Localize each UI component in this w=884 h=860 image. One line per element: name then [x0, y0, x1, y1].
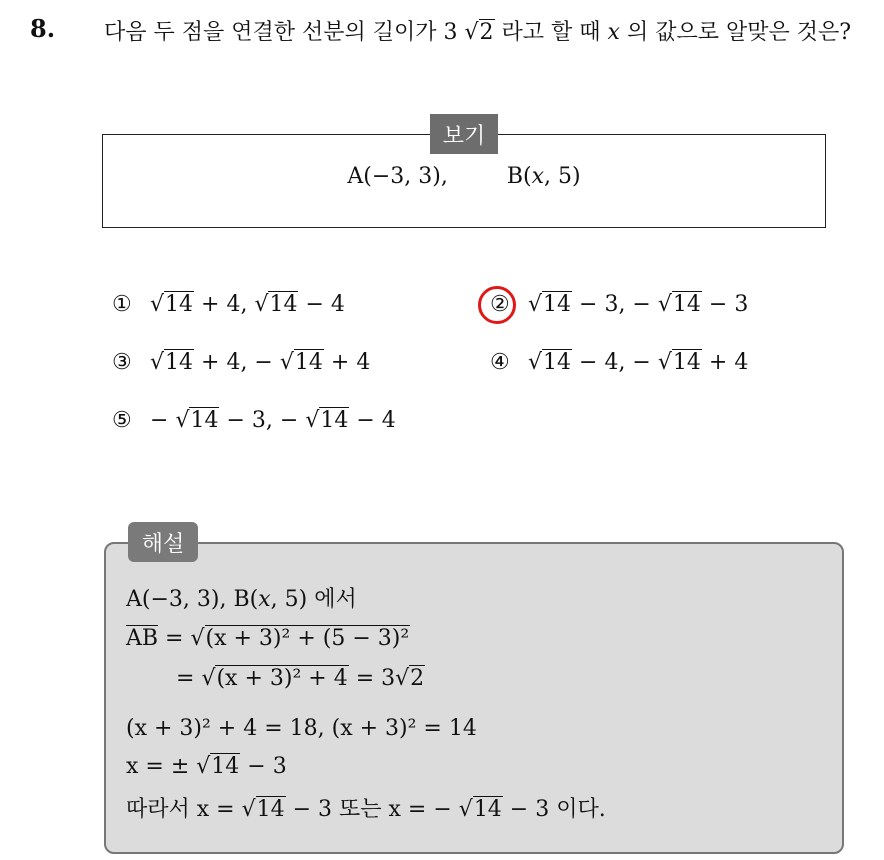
solution-line-2: AB = √(x + 3)² + (5 − 3)²: [126, 626, 410, 651]
question-text-part: 라고 할 때: [501, 20, 608, 45]
point-a: A(−3, 3),: [347, 164, 448, 189]
question-text: [104, 14, 864, 52]
solution-line-5: x = ± √14 − 3: [126, 754, 287, 779]
choice-2[interactable]: ② √14 − 3, − √14 − 3: [490, 292, 749, 317]
question-text-part: 의 값으로 알맞은 것은?: [626, 20, 851, 45]
solution-label: 해설: [128, 522, 198, 562]
choice-1[interactable]: ① √14 + 4, √14 − 4: [112, 292, 345, 317]
solution-line-3: = √(x + 3)² + 4 = 3√2: [176, 666, 425, 691]
question-number: 8.: [30, 14, 56, 43]
choice-4[interactable]: ④ √14 − 4, − √14 + 4: [490, 350, 749, 375]
sqrt-2: √2: [464, 20, 494, 45]
bogi-points: [102, 164, 826, 189]
question-text-part: 다음 두 점을 연결한 선분의 길이가 3: [104, 20, 458, 45]
choice-5[interactable]: ⑤ − √14 − 3, − √14 − 4: [112, 408, 396, 433]
var-x: x: [607, 20, 620, 45]
solution-line-1: A(−3, 3), B(x, 5) 에서: [126, 587, 357, 612]
point-b: B(x, 5): [506, 164, 581, 189]
solution-line-6: 따라서 x = √14 − 3 또는 x = − √14 − 3 이다.: [126, 797, 606, 822]
solution-line-4: (x + 3)² + 4 = 18, (x + 3)² = 14: [126, 716, 477, 741]
bogi-label: 보기: [430, 114, 498, 154]
choice-3[interactable]: ③ √14 + 4, − √14 + 4: [112, 350, 371, 375]
